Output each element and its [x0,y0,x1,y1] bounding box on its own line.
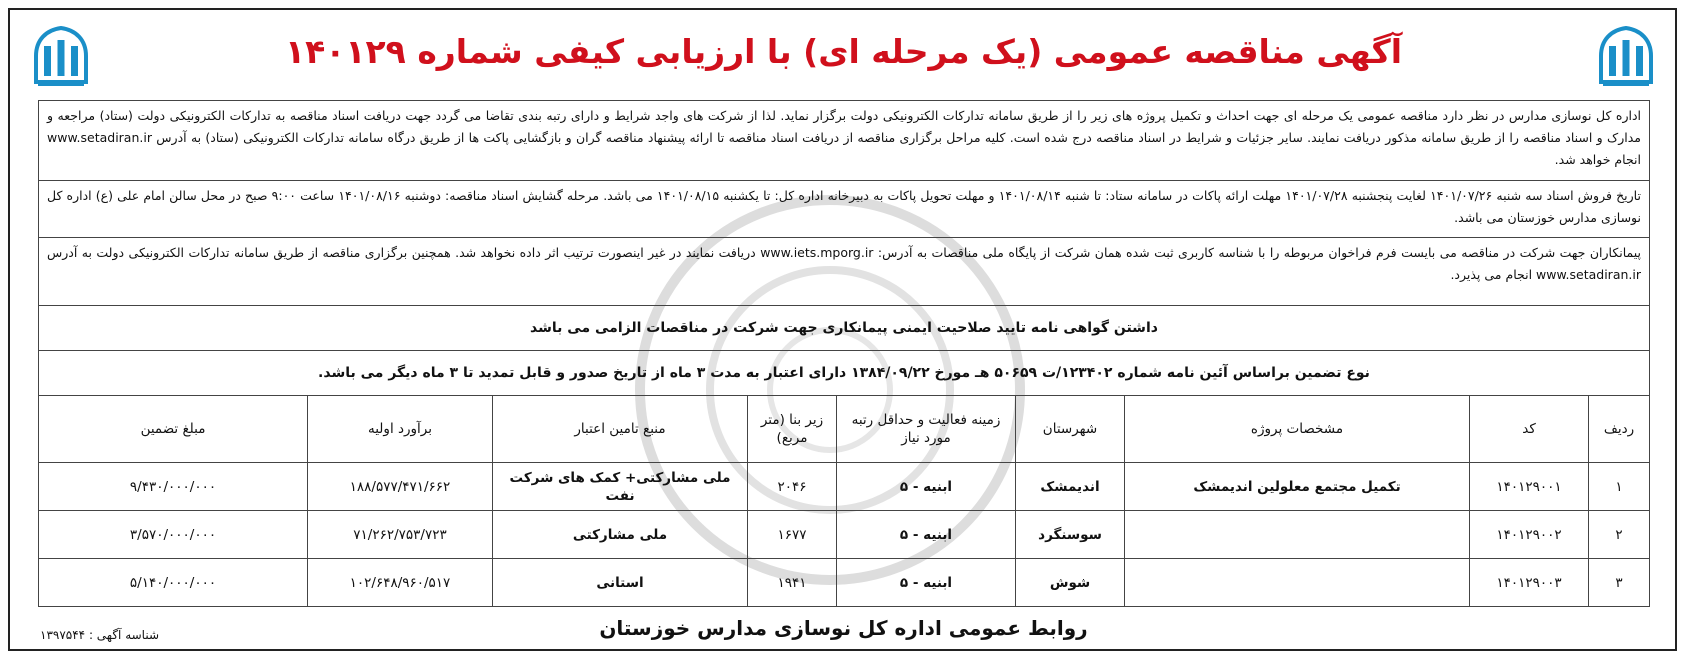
cell-code: ۱۴۰۱۲۹۰۰۲ [1470,511,1589,559]
header-row-number: ردیف [1589,396,1650,463]
cell-estimate: ۱۰۲/۶۴۸/۹۶۰/۵۱۷ [308,559,493,607]
cell-city: سوسنگرد [1016,511,1125,559]
cell-city: شوش [1016,559,1125,607]
cell-row-number: ۳ [1589,559,1650,607]
cell-funding: ملی مشارکتی+ کمک های شرکت نفت [493,463,748,511]
header-code: کد [1470,396,1589,463]
cell-row-number: ۲ [1589,511,1650,559]
cell-estimate: ۷۱/۲۶۲/۷۵۳/۷۲۳ [308,511,493,559]
paragraph-intro: اداره کل نوسازی مدارس در نظر دارد مناقصه عمومی یک مرحله ای جهت احداث و تکمیل پروژه های زیر را از طریق سامانه تدارکات الکترونیکی دولت برگزار نماید. لذا از شرکت های واجد شرایط و دارای رتبه بندی تقاضا می گردد جهت دریافت اسناد مناقصه به تدارکات الکترونیکی دولت (ستاد) مراجعه و مدارک و اسناد مناقصه را از طریق سامانه مذکور دریافت نمایند. سایر جزئیات و شرایط در اسناد مناقصه درج شده است. کلیه مراحل برگزاری مناقصه از دریافت اسناد مناقصه تا ارائه پیشنهاد مناقصه گران و بازگشایی پاکت ها از طریق درگاه سامانه تدارکات الکترونیکی (ستاد) به آدرس www.setadiran.ir انجام خواهد شد. [38,100,1650,180]
cell-guarantee: ۵/۱۴۰/۰۰۰/۰۰۰ [39,559,308,607]
ad-code: شناسه آگهی : ۱۳۹۷۵۴۴ [40,628,160,642]
paragraph-dates: تاریخ فروش اسناد سه شنبه ۱۴۰۱/۰۷/۲۶ لغایت پنجشنبه ۱۴۰۱/۰۷/۲۸ مهلت ارائه پاکات در سامانه ستاد: تا شنبه ۱۴۰۱/۰۸/۱۴ و مهلت تحویل پاکات به دبیرخانه اداره کل: تا یکشنبه ۱۴۰۱/۰۸/۱۵ می باشد. مرحله گشایش اسناد مناقصه: دوشنبه ۱۴۰۱/۰۸/۱۶ ساعت ۹:۰۰ صبح در محل سالن امام علی (ع) اداره کل نوسازی مدارس خوزستان می باشد. [38,180,1650,237]
header-estimate: برآورد اولیه [308,396,493,463]
cell-project [1125,559,1470,607]
cell-code: ۱۴۰۱۲۹۰۰۱ [1470,463,1589,511]
cell-project: تکمیل مجتمع معلولین اندیمشک [1125,463,1470,511]
header-area: زیر بنا (متر مربع) [748,396,837,463]
header-project: مشخصات پروژه [1125,396,1470,463]
cell-row-number: ۱ [1589,463,1650,511]
cell-funding: استانی [493,559,748,607]
paragraph-contractors: پیمانکاران جهت شرکت در مناقصه می بایست فرم فراخوان مربوطه را با شناسه کاربری ثبت شده همان شرکت از پایگاه ملی مناقصات به آدرس: www.iets.mporg.ir دریافت نمایند در غیر اینصورت ترتیب اثر داده نخواهد شد. همچنین برگزاری مناقصه از طریق سامانه تدارکات الکترونیکی دولت به آدرس www.setadiran.ir انجام می پذیرد. [38,237,1650,305]
notice-guarantee-type: نوع تضمین براساس آئین نامه شماره ۱۲۳۴۰۲/ت ۵۰۶۵۹ هـ مورخ ۱۳۸۴/۰۹/۲۲ دارای اعتبار به مدت ۳ ماه از تاریخ صدور و قابل تمدید تا ۳ ماه دیگر می باشد. [38,350,1650,395]
organization-logo-icon [1595,24,1657,90]
projects-table [38,395,1650,607]
cell-area: ۱۶۷۷ [748,511,837,559]
cell-city: اندیمشک [1016,463,1125,511]
cell-guarantee: ۳/۵۷۰/۰۰۰/۰۰۰ [39,511,308,559]
cell-guarantee: ۹/۴۳۰/۰۰۰/۰۰۰ [39,463,308,511]
cell-activity: ابنیه - ۵ [837,463,1016,511]
notice-title: آگهی مناقصه عمومی (یک مرحله ای) با ارزیابی کیفی شماره ۱۴۰۱۲۹ [284,32,1403,71]
table-header-row [39,396,1650,463]
header-city: شهرستان [1016,396,1125,463]
cell-area: ۲۰۴۶ [748,463,837,511]
cell-code: ۱۴۰۱۲۹۰۰۳ [1470,559,1589,607]
header-funding: منبع تامین اعتبار [493,396,748,463]
footer-publisher: روابط عمومی اداره کل نوسازی مدارس خوزستان [599,616,1088,640]
cell-funding: ملی مشارکتی [493,511,748,559]
table-row [39,511,1650,559]
cell-estimate: ۱۸۸/۵۷۷/۴۷۱/۶۶۲ [308,463,493,511]
cell-area: ۱۹۴۱ [748,559,837,607]
cell-activity: ابنیه - ۵ [837,511,1016,559]
organization-logo-icon [30,24,92,90]
cell-activity: ابنیه - ۵ [837,559,1016,607]
notice-safety-certificate: داشتن گواهی نامه تایید صلاحیت ایمنی پیمانکاری جهت شرکت در مناقصات الزامی می باشد [38,305,1650,350]
table-row [39,559,1650,607]
header-guarantee: مبلغ تضمین [39,396,308,463]
header-activity: زمینه فعالیت و حداقل رتبه مورد نیاز [837,396,1016,463]
cell-project [1125,511,1470,559]
table-row [39,463,1650,511]
